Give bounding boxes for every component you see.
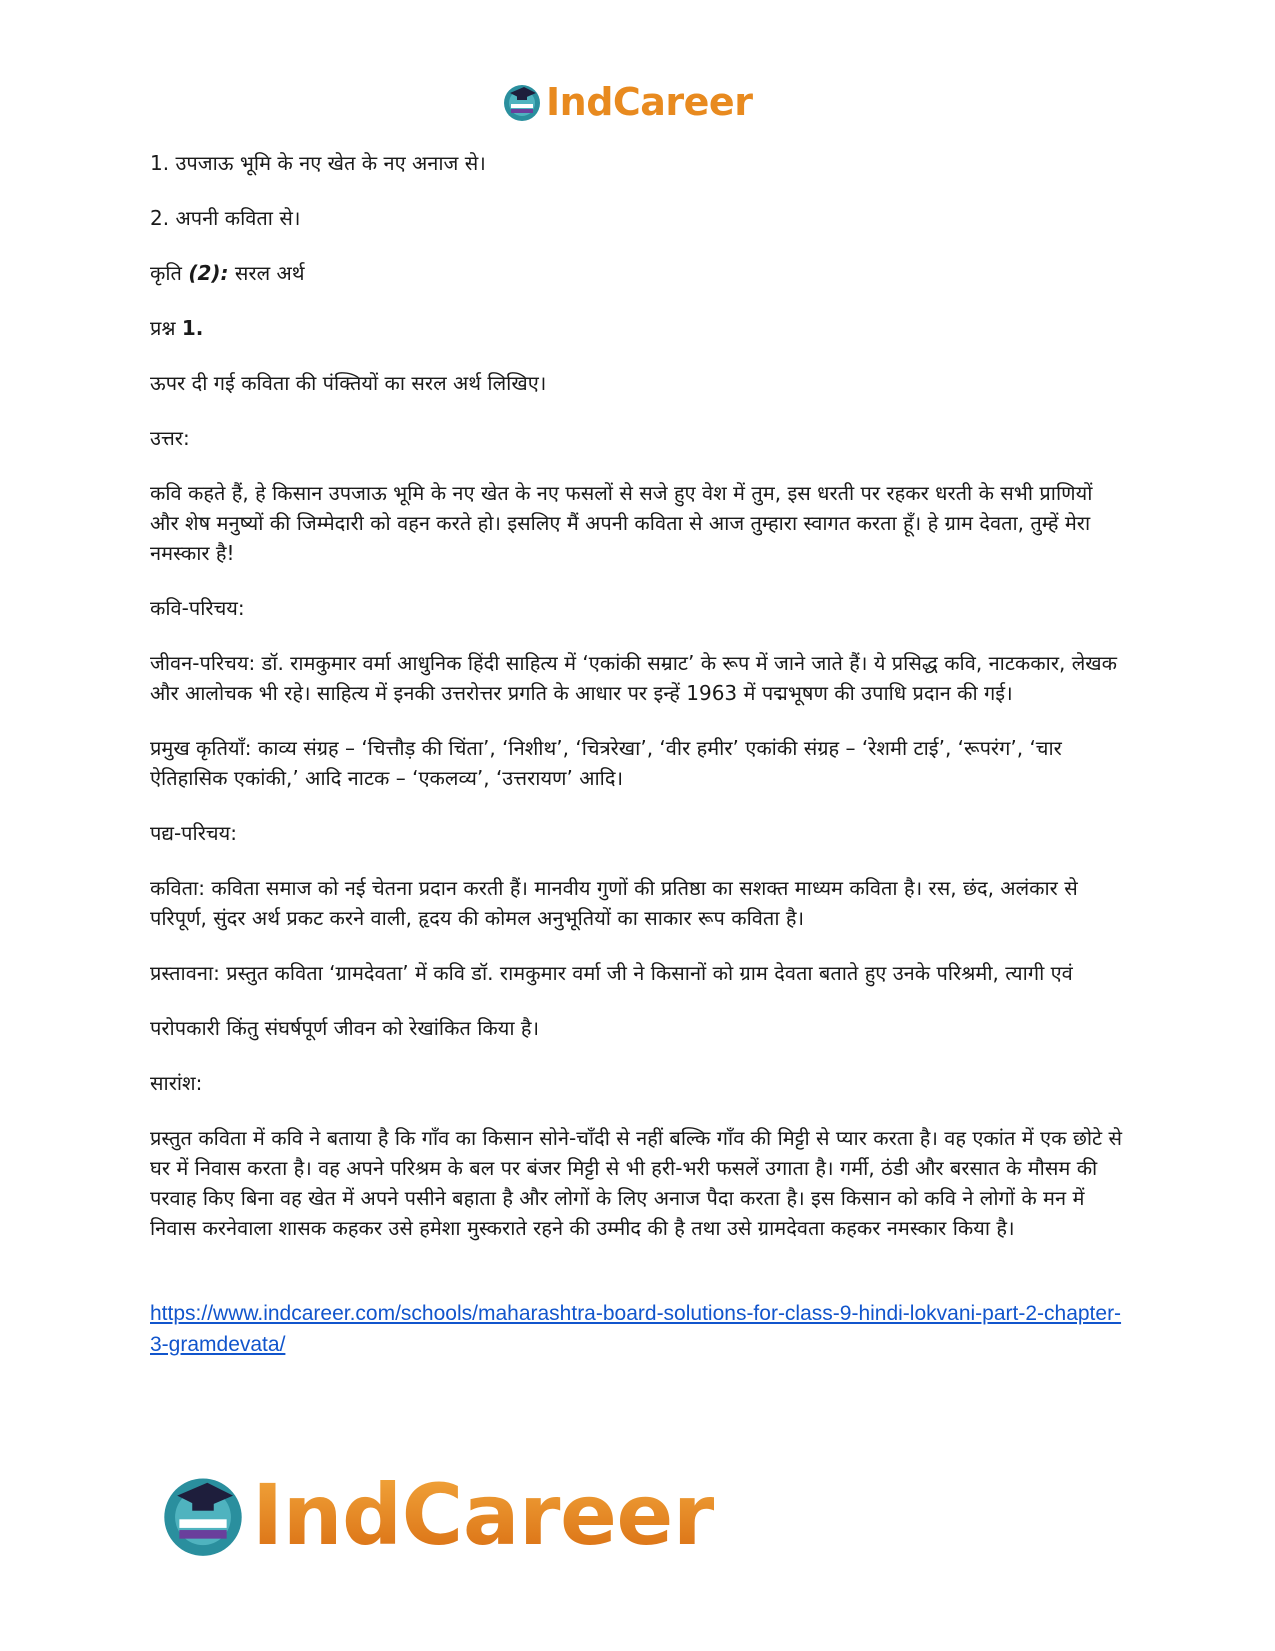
kriti-suffix: सरल अर्थ xyxy=(228,261,305,285)
prashna-number: 1. xyxy=(181,316,204,340)
prashna-heading xyxy=(150,313,1125,343)
prashna-prefix: प्रश्न xyxy=(150,316,182,340)
question-text: ऊपर दी गई कविता की पंक्तियों का सरल अर्थ लिखिए। xyxy=(150,371,547,395)
kriti-heading xyxy=(150,258,1125,288)
graduation-book-icon xyxy=(502,82,542,122)
kriti-prefix: कृति xyxy=(150,261,189,285)
brand-wordmark: IndCareer xyxy=(546,80,753,124)
footer-logo xyxy=(160,1466,714,1564)
graduation-book-icon xyxy=(160,1472,246,1558)
document-body xyxy=(150,148,1125,1385)
saransh-heading: सारांश: xyxy=(150,1071,203,1095)
uttar-heading: उत्तर: xyxy=(150,426,190,450)
jeevan-parichay-paragraph: जीवन-परिचय: डॉ. रामकुमार वर्मा आधुनिक हिंदी साहित्य में ‘एकांकी सम्राट’ के रूप में जाने जाते हैं। ये प्रसिद्ध कवि, नाटककार, लेखक और आलोचक भी रहे। साहित्य में इनकी उत्तरोत्तर प्रगति के आधार पर इन्हें 1963 में पद्मभूषण की उपाधि प्रदान की गई। xyxy=(150,651,1118,705)
header-logo xyxy=(502,82,752,122)
prastavana-paragraph: प्रस्तावना: प्रस्तुत कविता ‘ग्रामदेवता’ में कवि डॉ. रामकुमार वर्मा जी ने किसानों को ग्राम देवता बताते हुए उनके परिश्रमी, त्यागी एवं xyxy=(150,961,1073,985)
answer-paragraph: कवि कहते हैं, हे किसान उपजाऊ भूमि के नए खेत के नए फसलों से सजे हुए वेश में तुम, इस धरती पर रहकर धरती के सभी प्राणियों और शेष मनुष्यों की जिम्मेदारी को वहन करते हो। इसलिए मैं अपनी कविता से आज तुम्हारा स्वागत करता हूँ। हे ग्राम देवता, तुम्हें मेरा नमस्कार है! xyxy=(150,481,1093,565)
kavita-paragraph: कविता: कविता समाज को नई चेतना प्रदान करती हैं। मानवीय गुणों की प्रतिष्ठा का सशक्त माध्यम कविता है। रस, छंद, अलंकार से परिपूर्ण, सुंदर अर्थ प्रकट करने वाली, हृदय की कोमल अनुभूतियों का साकार रूप कविता है। xyxy=(150,876,1078,930)
source-url-link[interactable]: https://www.indcareer.com/schools/maharashtra-board-solutions-for-class-9-hindi-lokvani-part-2-chapter-3-gramdevata/ xyxy=(150,1302,1122,1356)
pramukh-kritiyan-paragraph: प्रमुख कृतियाँ: काव्य संग्रह – ‘चित्तौड़ की चिंता’, ‘निशीथ’, ‘चित्ररेखा’, ‘वीर हमीर’ एकांकी संग्रह – ‘रेशमी टाई’, ‘रूपरंग’, ‘चार ऐतिहासिक एकांकी,’ आदि नाटक – ‘एकलव्य’, ‘उत्तरायण’ आदि। xyxy=(150,736,1062,790)
kavi-parichay-heading: कवि-परिचय: xyxy=(150,596,245,620)
kriti-number: (2): xyxy=(188,261,229,285)
paropkari-line: परोपकारी किंतु संघर्षपूर्ण जीवन को रेखांकित किया है। xyxy=(150,1016,540,1040)
brand-wordmark-large: IndCareer xyxy=(252,1466,714,1564)
line-2: 2. अपनी कविता से। xyxy=(150,206,301,230)
line-1: 1. उपजाऊ भूमि के नए खेत के नए अनाज से। xyxy=(150,151,486,175)
padya-parichay-heading: पद्य-परिचय: xyxy=(150,821,237,845)
saransh-paragraph: प्रस्तुत कविता में कवि ने बताया है कि गाँव का किसान सोने-चाँदी से नहीं बल्कि गाँव की मिट्टी से प्यार करता है। वह एकांत में एक छोटे से घर में निवास करता है। वह अपने परिश्रम के बल पर बंजर मिट्टी से भी हरी-भरी फसलें उगाता है। गर्मी, ठंडी और बरसात के मौसम की परवाह किए बिना वह खेत में अपने पसीने बहाता है और लोगों के लिए अनाज पैदा करता है। इस किसान को कवि ने लोगों के मन में निवास करनेवाला शासक कहकर उसे हमेशा मुस्कराते रहने की उम्मीद की है तथा उसे ग्रामदेवता कहकर नमस्कार किया है। xyxy=(150,1126,1122,1240)
